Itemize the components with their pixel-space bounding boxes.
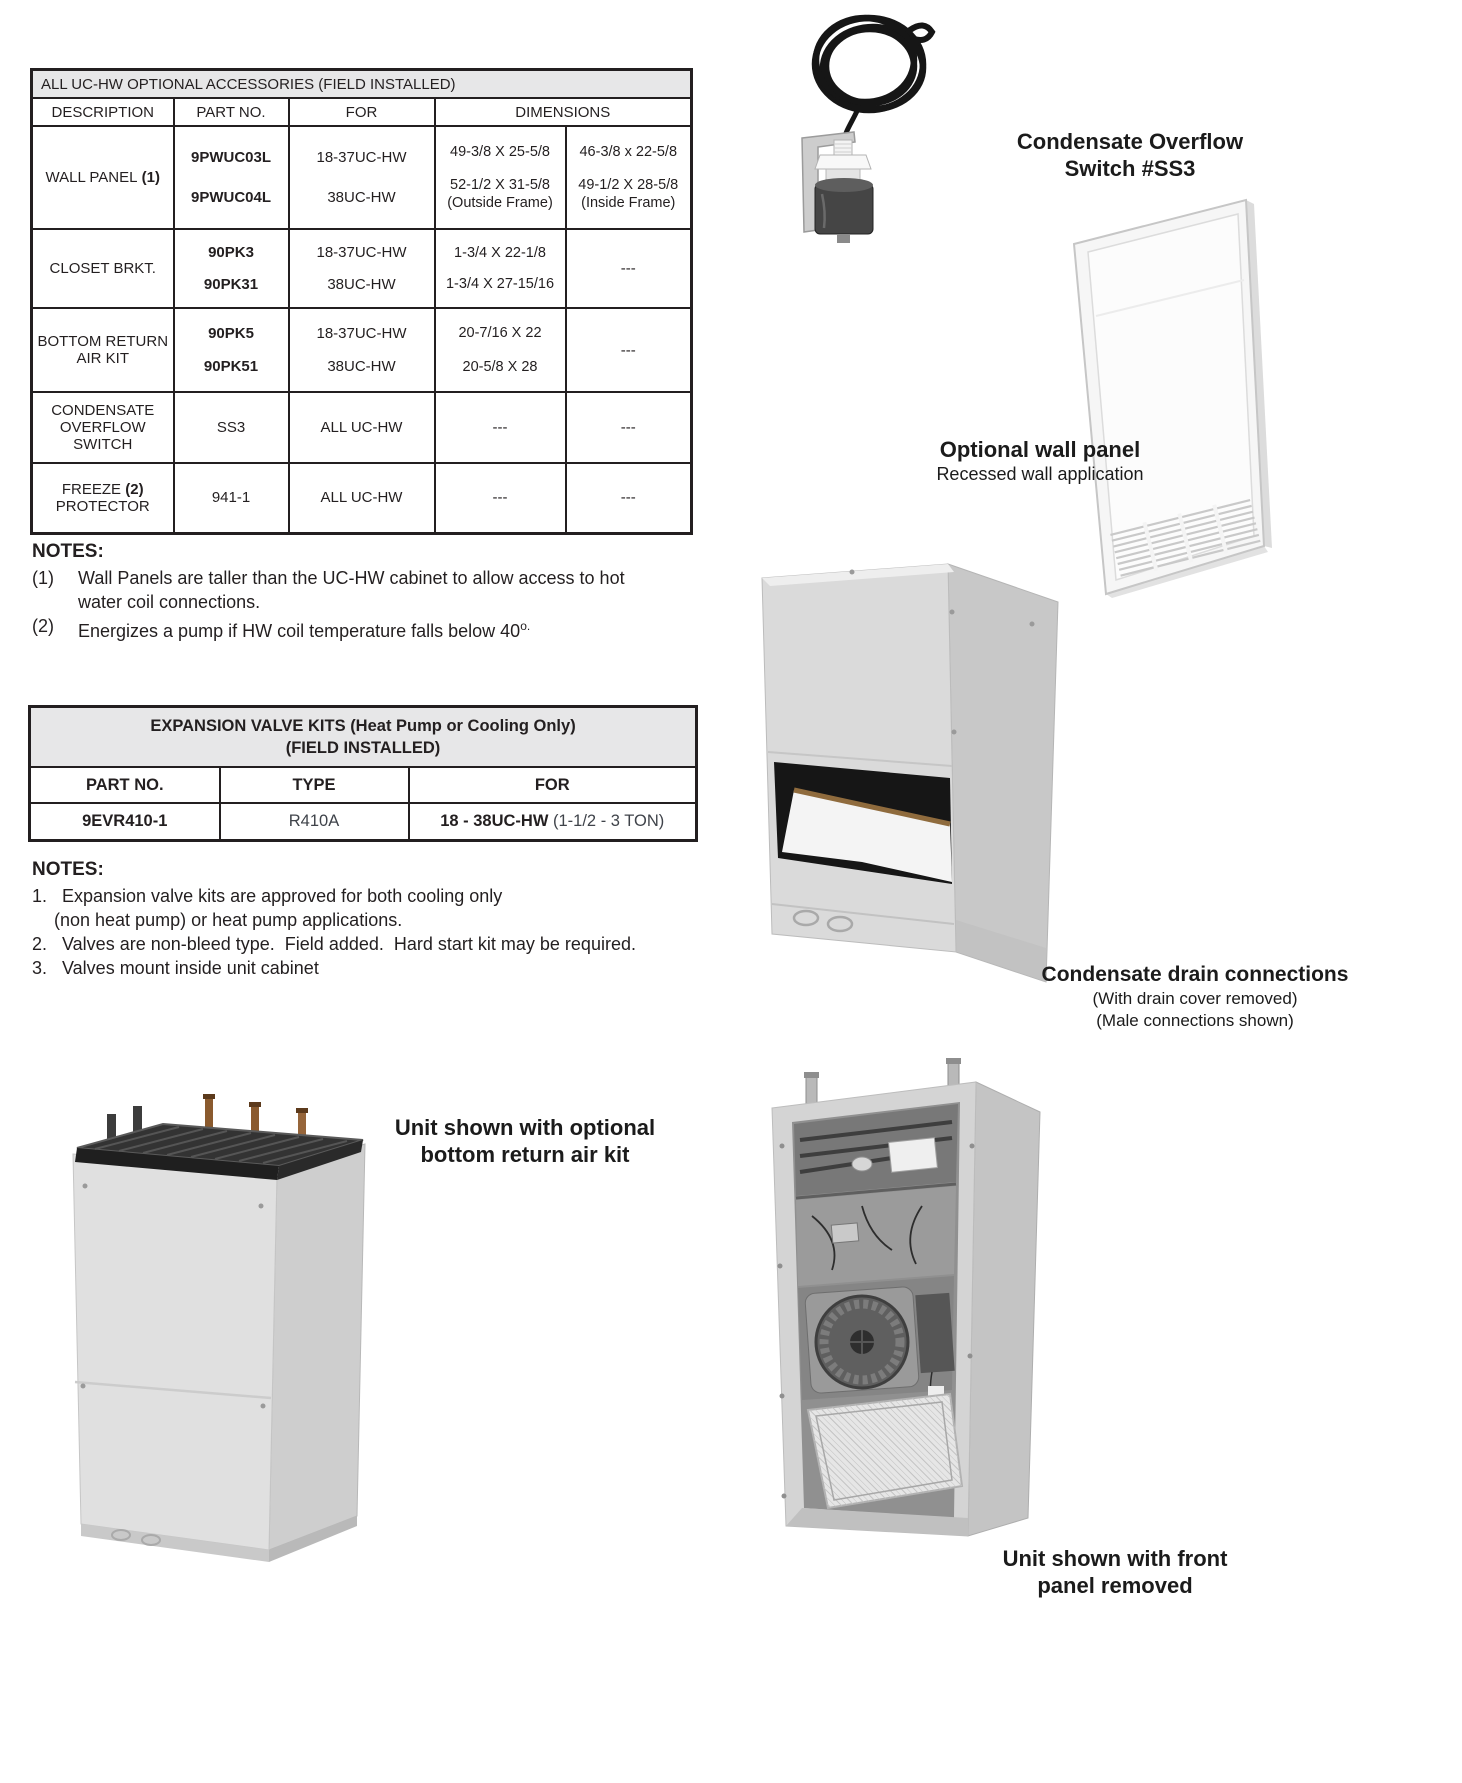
for-value: 38UC-HW (327, 188, 396, 206)
col-description: DESCRIPTION (32, 98, 174, 126)
col-dimensions: DIMENSIONS (435, 98, 692, 126)
condensate-overflow-switch-photo (762, 2, 972, 254)
bottom-return-unit-photo (55, 1086, 380, 1566)
for-value: 18-37UC-HW (316, 149, 407, 167)
dim-value: 49-3/8 X 25-5/8 (450, 143, 550, 160)
wall-panel-desc: WALL PANEL (1) (32, 126, 174, 229)
part-941-1: 941-1 (174, 463, 289, 533)
part-90pk51: 90PK51 (203, 358, 259, 375)
dim-dash: --- (566, 229, 692, 308)
col-part-no: PART NO. (174, 98, 289, 126)
bottom-return-desc: BOTTOM RETURN AIR KIT (32, 308, 174, 392)
for-value: 38UC-HW (327, 275, 396, 293)
drain-connections-photo (742, 552, 1117, 992)
row-closet-brkt (32, 229, 692, 308)
front-panel-removed-caption: Unit shown with front panel removed (1002, 1546, 1228, 1598)
part-90pk31: 90PK31 (203, 275, 259, 293)
dim-value: 1-3/4 X 27-15/16 (445, 276, 555, 293)
note-item: (1) Wall Panels are taller than the UC-HW cabinet to allow access to hot water coil connections. (32, 568, 625, 612)
part-9pwuc03l: 9PWUC03L (190, 149, 272, 167)
for-value: 18-37UC-HW (316, 325, 407, 342)
accessories-table (30, 68, 693, 535)
accessories-notes (32, 540, 672, 643)
row-wall-panel (32, 126, 692, 229)
expansion-notes (32, 858, 692, 980)
dim-value: 1-3/4 X 22-1/8 (454, 244, 546, 261)
type-value: R410A (220, 803, 409, 840)
note-item: 2. Valves are non-bleed type. Field added. Hard start kit may be required. (32, 934, 636, 954)
dim-dash: --- (566, 392, 692, 463)
for-value: 18 - 38UC-HW (1-1/2 - 3 TON) (409, 803, 697, 840)
wall-panel-photo (1066, 196, 1272, 598)
expansion-table-title: EXPANSION VALVE KITS (Heat Pump or Cooling Only) (FIELD INSTALLED) (30, 707, 697, 768)
dim-value: 20-5/8 X 28 (462, 358, 538, 375)
part-9pwuc04l: 9PWUC04L (190, 188, 272, 206)
note-item: (2) Energizes a pump if HW coil temperature falls below $40^{o.}$ (32, 616, 531, 641)
control-box (889, 1138, 938, 1173)
condensate-switch-desc: CONDENSATE OVERFLOW SWITCH (32, 392, 174, 463)
note-item: 1. Expansion valve kits are approved for both cooling only (non heat pump) or heat pump applications. (32, 886, 503, 930)
dim-dash: --- (566, 463, 692, 533)
for-value: 18-37UC-HW (316, 244, 407, 262)
overflow-switch-caption: Condensate Overflow Switch #SS3 (1016, 129, 1244, 181)
note-item: 3. Valves mount inside unit cabinet (32, 958, 319, 978)
part-9evr410-1: 9EVR410-1 (30, 803, 220, 840)
part-90pk3: 90PK3 (208, 244, 254, 262)
expansion-valve-table (28, 705, 698, 842)
expansion-table-row (30, 803, 697, 840)
bottom-return-caption: Unit shown with optional bottom return air kit (394, 1115, 656, 1167)
wall-panel-caption: Optional wall panel Recessed wall application (936, 437, 1144, 484)
col-for: FOR (409, 767, 697, 803)
notes-heading: NOTES: (32, 541, 104, 562)
closet-brkt-desc: CLOSET BRKT. (32, 229, 174, 308)
freeze-protector-desc: FREEZE (2) PROTECTOR (32, 463, 174, 533)
drain-connections-caption: Condensate drain connections (With drain cover removed) (Male connections shown) (1041, 963, 1349, 1030)
for-value: 38UC-HW (327, 358, 396, 375)
for-value: ALL UC-HW (289, 463, 435, 533)
dim-value: 20-7/16 X 22 (458, 325, 542, 342)
row-condensate-switch (32, 392, 692, 463)
dim-value: 52-1/2 X 31-5/8 (Outside Frame) (447, 177, 553, 212)
for-value: ALL UC-HW (289, 392, 435, 463)
notes-heading: NOTES: (32, 859, 104, 880)
accessories-table-title: ALL UC-HW OPTIONAL ACCESSORIES (FIELD INSTALLED) (32, 70, 692, 99)
dim-value: 46-3/8 x 22-5/8 (579, 143, 678, 160)
dim-dash: --- (435, 463, 566, 533)
col-for: FOR (289, 98, 435, 126)
dim-dash: --- (566, 308, 692, 392)
row-bottom-return (32, 308, 692, 392)
col-part-no: PART NO. (30, 767, 220, 803)
dim-dash: --- (435, 392, 566, 463)
part-90pk5: 90PK5 (208, 325, 254, 342)
dim-value: 49-1/2 X 28-5/8 (Inside Frame) (578, 177, 679, 212)
col-type: TYPE (220, 767, 409, 803)
row-freeze-protector (32, 463, 692, 533)
part-ss3: SS3 (174, 392, 289, 463)
front-panel-removed-photo (742, 1056, 1060, 1544)
